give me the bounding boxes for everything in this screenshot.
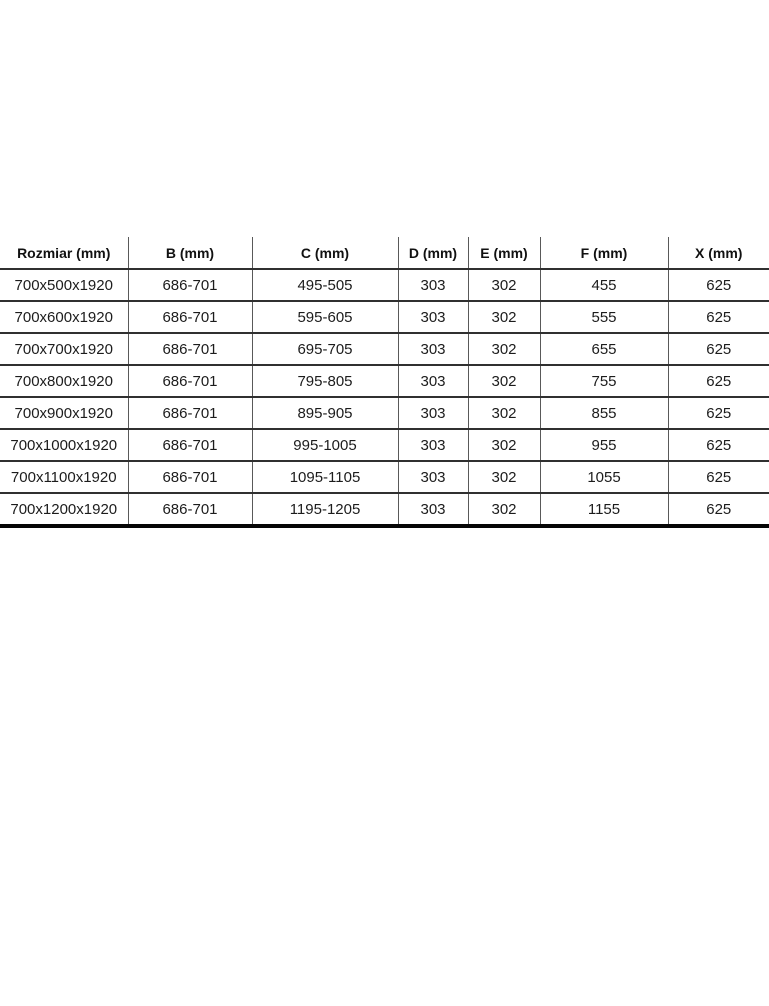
table-cell: 302 bbox=[468, 397, 540, 429]
table-header bbox=[0, 237, 769, 269]
table-cell: 302 bbox=[468, 301, 540, 333]
table-cell: 303 bbox=[398, 461, 468, 493]
table-cell: 625 bbox=[668, 365, 769, 397]
table-cell: 686-701 bbox=[128, 397, 252, 429]
table-row bbox=[0, 429, 769, 461]
column-header-4: E (mm) bbox=[468, 237, 540, 269]
table-cell: 1195-1205 bbox=[252, 493, 398, 526]
table-cell: 625 bbox=[668, 429, 769, 461]
table-cell: 895-905 bbox=[252, 397, 398, 429]
table-cell: 655 bbox=[540, 333, 668, 365]
table-cell: 625 bbox=[668, 301, 769, 333]
table-cell: 303 bbox=[398, 365, 468, 397]
table-row bbox=[0, 493, 769, 526]
table-cell: 625 bbox=[668, 397, 769, 429]
table-cell: 700x1000x1920 bbox=[0, 429, 128, 461]
table-cell: 302 bbox=[468, 429, 540, 461]
table-cell: 755 bbox=[540, 365, 668, 397]
table-body bbox=[0, 269, 769, 526]
table-cell: 595-605 bbox=[252, 301, 398, 333]
table-cell: 1155 bbox=[540, 493, 668, 526]
table-row bbox=[0, 397, 769, 429]
table-cell: 625 bbox=[668, 333, 769, 365]
table-cell: 955 bbox=[540, 429, 668, 461]
table-cell: 625 bbox=[668, 269, 769, 301]
table-cell: 495-505 bbox=[252, 269, 398, 301]
table-cell: 686-701 bbox=[128, 461, 252, 493]
column-header-3: D (mm) bbox=[398, 237, 468, 269]
table-cell: 700x600x1920 bbox=[0, 301, 128, 333]
table-header-row bbox=[0, 237, 769, 269]
table-cell: 303 bbox=[398, 269, 468, 301]
table-cell: 700x700x1920 bbox=[0, 333, 128, 365]
table-cell: 1055 bbox=[540, 461, 668, 493]
table-cell: 686-701 bbox=[128, 365, 252, 397]
table-cell: 686-701 bbox=[128, 333, 252, 365]
table-row bbox=[0, 365, 769, 397]
table-cell: 625 bbox=[668, 461, 769, 493]
table-cell: 795-805 bbox=[252, 365, 398, 397]
table-cell: 1095-1105 bbox=[252, 461, 398, 493]
table-cell: 700x500x1920 bbox=[0, 269, 128, 301]
table-cell: 455 bbox=[540, 269, 668, 301]
column-header-0: Rozmiar (mm) bbox=[0, 237, 128, 269]
table-cell: 303 bbox=[398, 429, 468, 461]
table-cell: 700x900x1920 bbox=[0, 397, 128, 429]
table-cell: 686-701 bbox=[128, 493, 252, 526]
table-cell: 686-701 bbox=[128, 429, 252, 461]
table-row bbox=[0, 269, 769, 301]
table-cell: 695-705 bbox=[252, 333, 398, 365]
table-cell: 303 bbox=[398, 301, 468, 333]
table-cell: 995-1005 bbox=[252, 429, 398, 461]
column-header-6: X (mm) bbox=[668, 237, 769, 269]
table-cell: 302 bbox=[468, 365, 540, 397]
dimensions-table bbox=[0, 237, 769, 528]
table-cell: 302 bbox=[468, 333, 540, 365]
table-cell: 686-701 bbox=[128, 269, 252, 301]
table-cell: 855 bbox=[540, 397, 668, 429]
table-row bbox=[0, 461, 769, 493]
column-header-2: C (mm) bbox=[252, 237, 398, 269]
table-cell: 303 bbox=[398, 333, 468, 365]
table-row bbox=[0, 333, 769, 365]
column-header-1: B (mm) bbox=[128, 237, 252, 269]
table-cell: 686-701 bbox=[128, 301, 252, 333]
table-cell: 303 bbox=[398, 493, 468, 526]
column-header-5: F (mm) bbox=[540, 237, 668, 269]
table-cell: 700x1200x1920 bbox=[0, 493, 128, 526]
table-cell: 625 bbox=[668, 493, 769, 526]
table-row bbox=[0, 301, 769, 333]
table-cell: 302 bbox=[468, 269, 540, 301]
table-cell: 700x800x1920 bbox=[0, 365, 128, 397]
table-cell: 302 bbox=[468, 493, 540, 526]
table-cell: 555 bbox=[540, 301, 668, 333]
table-cell: 302 bbox=[468, 461, 540, 493]
table-cell: 303 bbox=[398, 397, 468, 429]
table-cell: 700x1100x1920 bbox=[0, 461, 128, 493]
